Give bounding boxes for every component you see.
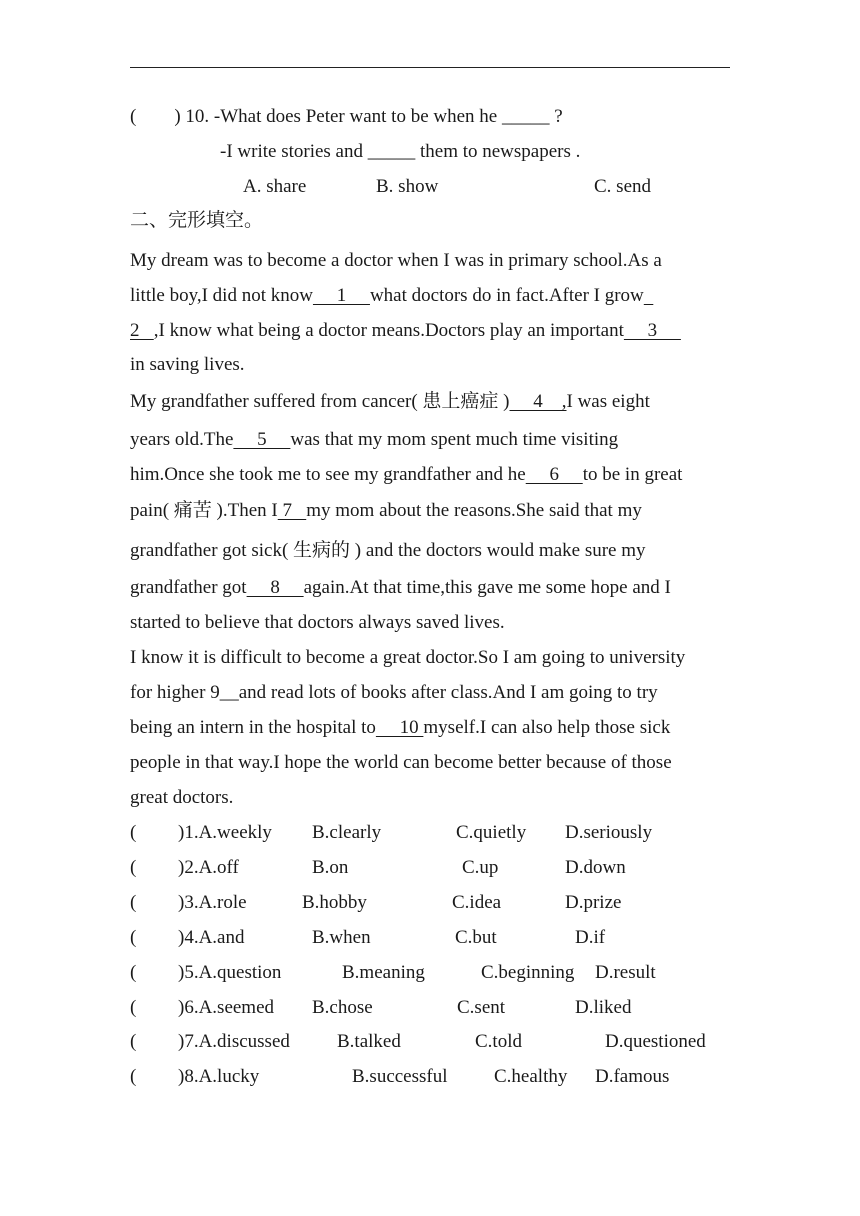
q10-question: ) 10. -What does Peter want to be when he _____ ? bbox=[174, 106, 563, 127]
question-option-b: B.when bbox=[312, 927, 371, 948]
question-option-d: D.liked bbox=[575, 997, 632, 1018]
blank-3: 3 bbox=[623, 320, 681, 341]
passage-line: in saving lives. bbox=[130, 354, 245, 375]
answer-paren[interactable]: ( bbox=[130, 927, 137, 948]
question-option-b: B.successful bbox=[352, 1066, 448, 1087]
answer-paren[interactable]: ( bbox=[130, 892, 137, 913]
question-option-c: C.beginning bbox=[481, 962, 575, 983]
question-option-d: D.famous bbox=[595, 1066, 670, 1087]
passage-line: little boy,I did not know 1 what doctors do in fact.After I grow bbox=[130, 284, 653, 308]
blank-2-start bbox=[644, 285, 654, 306]
passage-line: 2 ,I know what being a doctor means.Doctors play an important 3 bbox=[130, 320, 681, 341]
question-option-a: )4.A.and bbox=[178, 927, 245, 948]
answer-paren[interactable]: ( bbox=[130, 962, 137, 983]
passage-line: people in that way.I hope the world can become better because of those bbox=[130, 752, 672, 773]
answer-paren[interactable]: ( bbox=[130, 1066, 137, 1087]
answer-paren[interactable]: ( bbox=[130, 822, 137, 843]
question-option-a: )8.A.lucky bbox=[178, 1066, 260, 1087]
question-option-a: )7.A.discussed bbox=[178, 1031, 290, 1052]
question-option-a: )3.A.role bbox=[178, 892, 247, 913]
blank-2: 2 bbox=[130, 320, 154, 341]
answer-paren: ( bbox=[130, 106, 137, 127]
question-option-c: C.told bbox=[475, 1031, 522, 1052]
question-option-b: B.hobby bbox=[302, 892, 367, 913]
question-option-c: C.sent bbox=[457, 997, 506, 1018]
question-option-a: )2.A.off bbox=[178, 857, 239, 878]
blank-10: 10 bbox=[375, 717, 424, 738]
q10-line2: -I write stories and _____ them to newspapers . bbox=[220, 141, 581, 162]
q10-option-b: B. show bbox=[376, 176, 439, 197]
q10-option-c: C. send bbox=[594, 176, 651, 197]
passage-line: years old.The 5 was that my mom spent much time visiting bbox=[130, 429, 619, 450]
question-option-c: C.healthy bbox=[494, 1066, 568, 1087]
passage-line: I know it is difficult to become a great doctor.So I am going to university bbox=[130, 647, 686, 668]
question-option-d: D.if bbox=[575, 927, 606, 948]
section-title: 二、完形填空。 bbox=[130, 210, 264, 231]
question-option-b: B.meaning bbox=[342, 962, 425, 983]
passage-line: being an intern in the hospital to 10 myself.I can also help those sick bbox=[130, 717, 671, 738]
question-option-d: D.result bbox=[595, 962, 656, 983]
passage-line: great doctors. bbox=[130, 787, 234, 808]
passage-line: My grandfather suffered from cancer( 患上癌症 ) 4 ,I was eight bbox=[130, 391, 650, 412]
passage-line: for higher 9__and read lots of books after class.And I am going to try bbox=[130, 682, 658, 703]
q10-stem bbox=[130, 105, 563, 129]
blank-6: 6 bbox=[525, 464, 583, 485]
question-option-a: )5.A.question bbox=[178, 962, 282, 983]
passage-line: him.Once she took me to see my grandfather and he 6 to be in great bbox=[130, 464, 683, 485]
blank-4: 4 , bbox=[509, 391, 567, 412]
question-option-d: D.questioned bbox=[605, 1031, 706, 1052]
passage-line: grandfather got sick( 生病的 ) and the doctors would make sure my bbox=[130, 540, 646, 561]
q10-option-a: A. share bbox=[243, 176, 307, 197]
blank-7: 7 bbox=[277, 500, 307, 521]
question-option-c: C.idea bbox=[452, 892, 502, 913]
question-option-b: B.on bbox=[312, 857, 349, 878]
answer-paren[interactable]: ( bbox=[130, 857, 137, 878]
question-option-c: C.but bbox=[455, 927, 497, 948]
question-option-d: D.prize bbox=[565, 892, 622, 913]
passage-line: started to believe that doctors always saved lives. bbox=[130, 612, 505, 633]
question-option-d: D.down bbox=[565, 857, 626, 878]
question-option-a: )1.A.weekly bbox=[178, 822, 272, 843]
passage-line: My dream was to become a doctor when I was in primary school.As a bbox=[130, 250, 662, 271]
blank-1: 1 bbox=[312, 285, 370, 306]
passage-line: grandfather got 8 again.At that time,this gave me some hope and I bbox=[130, 577, 671, 598]
question-option-c: C.up bbox=[462, 857, 499, 878]
header-rule bbox=[130, 67, 730, 68]
blank-8: 8 bbox=[246, 577, 304, 598]
answer-paren[interactable]: ( bbox=[130, 997, 137, 1018]
answer-paren[interactable]: ( bbox=[130, 1031, 137, 1052]
blank-5: 5 bbox=[233, 429, 291, 450]
question-option-b: B.talked bbox=[337, 1031, 401, 1052]
question-option-b: B.clearly bbox=[312, 822, 382, 843]
question-option-c: C.quietly bbox=[456, 822, 527, 843]
question-option-b: B.chose bbox=[312, 997, 373, 1018]
question-option-d: D.seriously bbox=[565, 822, 653, 843]
passage-line: pain( 痛苦 ).Then I 7 my mom about the reasons.She said that my bbox=[130, 500, 642, 521]
question-option-a: )6.A.seemed bbox=[178, 997, 275, 1018]
